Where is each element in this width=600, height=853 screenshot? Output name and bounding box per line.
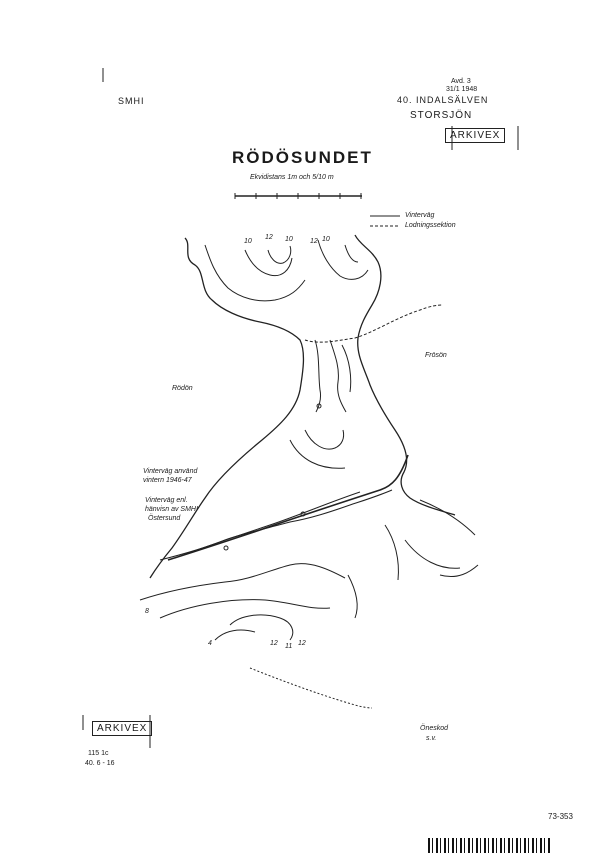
depth-contour [440, 565, 478, 577]
sounding-point [224, 546, 228, 550]
scale-bar [235, 193, 362, 199]
note-winter-road-2c: Östersund [148, 515, 181, 522]
depth-label: 4 [208, 640, 212, 647]
depth-contour [342, 345, 351, 392]
depth-contour [160, 600, 330, 618]
agency-label: SMHI [118, 96, 145, 106]
depth-contour [318, 240, 368, 279]
archive-stamp: ARKIVEX [445, 128, 505, 143]
depth-contour [245, 250, 292, 276]
label-froson: Frösön [425, 352, 447, 359]
depth-label: 12 [298, 640, 306, 647]
note-winter-road-1a: Vinterväg använd [143, 468, 198, 475]
depth-contour [348, 575, 357, 618]
depth-label: 8 [145, 608, 149, 615]
depth-contour [268, 246, 291, 263]
depth-contour [315, 340, 321, 412]
depth-label: 12 [270, 640, 278, 647]
ref-line-2: 40. 6 - 16 [85, 760, 115, 767]
depth-label: 10 [322, 236, 330, 243]
depth-label: 11 [285, 643, 293, 650]
sounding-section [305, 305, 442, 342]
note-winter-road-2b: hänvisn av SMHI [145, 506, 198, 513]
depth-contour [140, 564, 345, 600]
depth-contour [230, 615, 293, 640]
map-title: RÖDÖSUNDET [232, 148, 373, 167]
label-rodon: Rödön [172, 385, 193, 392]
depth-contour [405, 540, 460, 568]
depth-contour [345, 245, 358, 262]
note-winter-road-1b: vintern 1946-47 [143, 477, 192, 484]
archive-stamp-footer: ARKIVEX [92, 721, 152, 736]
legend-sounding-section: Lodningssektion [405, 222, 456, 229]
depth-label: 12 [265, 234, 273, 241]
sheet-number: Avd. 3 [451, 78, 471, 85]
depth-label: 12 [310, 238, 318, 245]
river-label: 40. INDALSÄLVEN [397, 95, 489, 105]
scale-caption: Ekvidistans 1m och 5/10 m [250, 174, 334, 181]
label-sv: s.v. [426, 735, 437, 742]
depth-contour [215, 630, 255, 640]
depth-contour [385, 525, 398, 580]
note-winter-road-2a: Vinterväg enl. [145, 497, 188, 504]
sheet-reference: 73-353 [548, 812, 573, 821]
lake-label: STORSJÖN [410, 110, 473, 121]
shoreline-west [150, 238, 303, 578]
sheet-date: 31/1 1948 [446, 86, 478, 93]
depth-contour [330, 340, 346, 412]
depth-contour [290, 440, 345, 468]
sounding-section [250, 668, 372, 708]
depth-label: 10 [244, 238, 252, 245]
shoreline-east [355, 235, 455, 515]
depth-label: 10 [285, 236, 293, 243]
winter-road [168, 455, 408, 560]
depth-contour [420, 500, 475, 535]
depth-contour [305, 430, 344, 449]
ref-line-1: 115 1c [88, 750, 109, 757]
label-oneskod: Öneskod [420, 725, 449, 732]
legend-winter-road: Vinterväg [405, 212, 435, 219]
